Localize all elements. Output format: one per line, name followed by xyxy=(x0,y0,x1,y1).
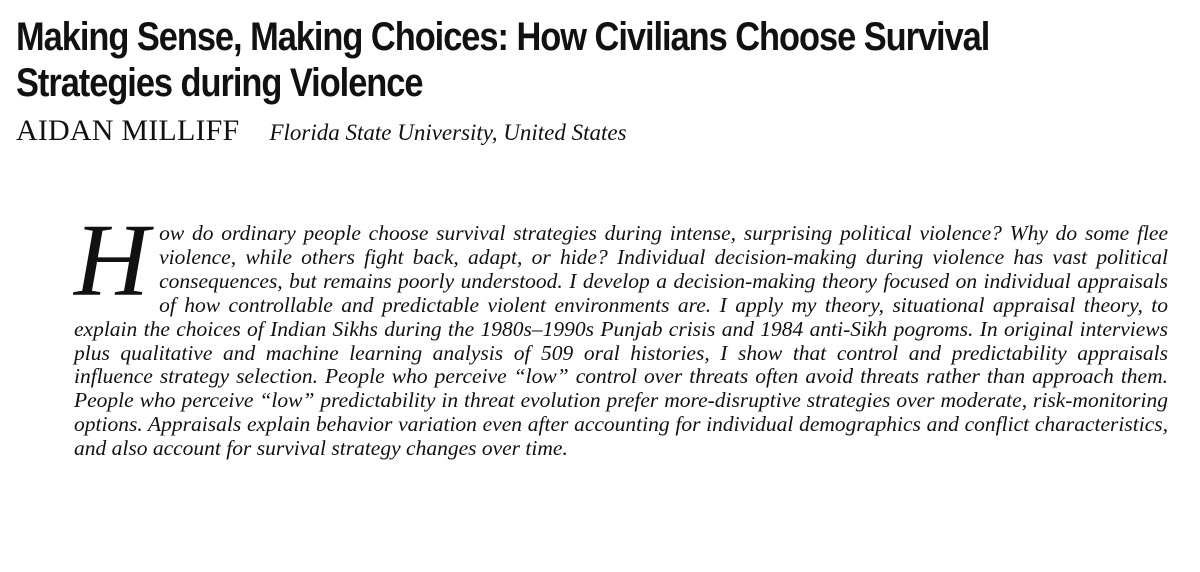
author-affiliation: Florida State University, United States xyxy=(269,120,627,145)
abstract-text: ow do ordinary people choose survival strategies during intense, surprising political violence? Why do some flee violence, while others fight back, adapt, or hide? Individual decision-making during violence has vast political consequences, but remains poorly understood. I develop a decision-making theory focused on individual appraisals of how controllable and predictable violent environments are. I apply my theory, situational appraisal theory, to explain the choices of Indian Sikhs during the 1980s–1990s Punjab crisis and 1984 anti-Sikh pogroms. In original interviews plus qualitative and machine learning analysis of 509 oral histories, I show that control and predictability appraisals influence strategy selection. People who perceive “low” control over threats often avoid threats rather than approach them. People who perceive “low” predictability in threat evolution prefer more-disruptive strategies over moderate, risk-monitoring options. Appraisals explain behavior variation even after accounting for individual demographics and conflict characteristics, and also account for survival strategy changes over time. xyxy=(74,221,1168,461)
abstract-drop-cap: H xyxy=(74,203,150,318)
paper-title-line-1: Making Sense, Making Choices: How Civilians Choose Survival xyxy=(16,15,990,59)
paper-title xyxy=(16,14,1022,106)
abstract xyxy=(74,203,1168,461)
paper-title-line-2: Strategies during Violence xyxy=(16,61,423,105)
author-name: AIDAN MILLIFF xyxy=(16,114,240,147)
byline xyxy=(16,114,627,148)
